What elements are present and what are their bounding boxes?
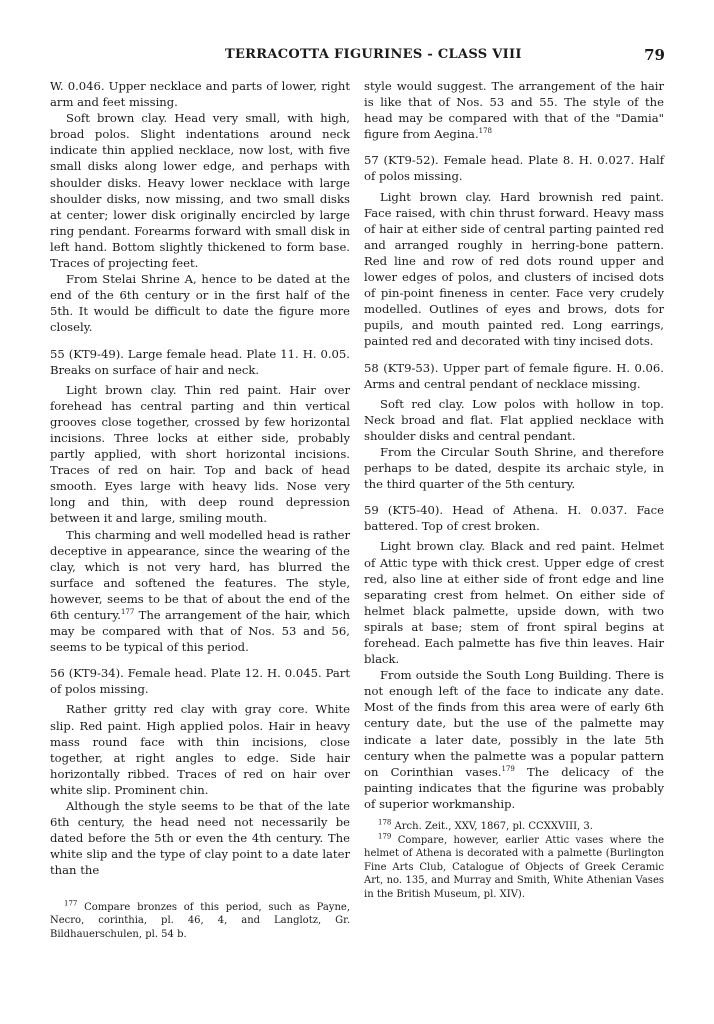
paragraph: Light brown clay. Thin red paint. Hair over forehead has central parting and thin vertical grooves close together, crossed by few horizontal incisions. Three locks at either side, probably partly applied, with short horizontal incisions. Traces of red on hair. Top and back of head smooth. Eyes large with heavy lids. Nose very long and thin, with deep round depression between it and large, smiling mouth.	[50, 382, 350, 526]
paragraph: Light brown clay. Black and red paint. Helmet of Attic type with thick crest. Upper edge of crest red, also line at either side of front edge and line separating crest from helmet. On either side of helmet black palmette, upside down, with two spirals at base; stem of front spiral begins at forehead. Each palmette has five thin leaves. Hair black.	[364, 539, 664, 667]
catalog-entry-56-heading: 56 (KT9-34). Female head. Plate 12. H. 0.045. Part of polos missing.	[50, 666, 350, 697]
catalog-entry-55-heading: 55 (KT9-49). Large female head. Plate 11. H. 0.05. Breaks on surface of hair and neck.	[50, 346, 350, 377]
footnote	[364, 820, 664, 834]
paragraph: W. 0.046. Upper necklace and parts of lower, right arm and feet missing.	[50, 79, 350, 110]
paragraph-text: From outside the South Long Building. There is not enough left of the face to indicate any date. Most of the finds from this area were of early 6th century date, but the use of the palmette may indicate a later date, possibly in the late 5th century when the palmette was a popular pattern on Corinthian vases.	[364, 668, 664, 779]
running-head: TERRACOTTA FIGURINES - CLASS VIII	[225, 47, 522, 62]
left-column	[50, 78, 350, 941]
footnote-ref: 177	[120, 608, 135, 617]
page-number: 79	[644, 46, 665, 64]
footnote-text: Compare bronzes of this period, such as Payne, Necro, corinthia, pl. 46, 4, and Langlotz, Gr. Bildhauerschulen, pl. 54 b.	[50, 901, 350, 940]
paragraph: Light brown clay. Hard brownish red paint. Face raised, with chin thrust forward. Heavy mass of hair at either side of central parting painted red and arranged roughly in herring-bone pattern. Red line and row of red dots round upper and lower edges of polos, and clusters of incised dots of pin-point fineness in center. Face very crudely modelled. Outlines of eyes and brows, dots for pupils, and mouth painted red. Long earrings, painted red and decorated with tiny incised dots.	[364, 189, 664, 349]
paragraph-text: style would suggest. The arrangement of the hair is like that of Nos. 53 and 55. The style of the head may be compared with that of the "Damia" figure from Aegina.	[364, 79, 664, 142]
paragraph: From Stelai Shrine A, hence to be dated at the end of the 6th century or in the first half of the 5th. It would be difficult to date the figure more closely.	[50, 272, 350, 335]
footnote	[364, 834, 664, 902]
footnotes	[50, 901, 350, 942]
footnote-text: Arch. Zeit., XXV, 1867, pl. CCXXVIII, 3.	[391, 821, 593, 833]
paragraph	[50, 527, 350, 656]
footnote-ref: 179	[501, 764, 515, 773]
footnotes	[364, 820, 664, 902]
footnote-text: Compare, however, earlier Attic vases where the helmet of Athena is decorated with a palmette (Burlington Fine Arts Club, Catalogue of Objects of Greek Ceramic Art, no. 135, and Murray and Smith, White Athenian Vases in the British Museum, pl. XIV).	[364, 834, 664, 900]
paragraph: Although the style seems to be that of the late 6th century, the head need not necessarily be dated before the 5th or even the 4th century. The white slip and the type of clay point to a date later than the	[50, 799, 350, 878]
paragraph-text: The arrangement of the hair, which may be compared with that of Nos. 53 and 56, seems to be typical of this period.	[50, 608, 351, 655]
paragraph: Soft red clay. Low polos with hollow in top. Neck broad and flat. Flat applied necklace with shoulder disks and central pendant.	[364, 396, 664, 443]
catalog-entry-59-heading: 59 (KT5-40). Head of Athena. H. 0.037. Face battered. Top of crest broken.	[364, 503, 664, 534]
footnote-number: 179	[378, 832, 392, 841]
paragraph	[364, 78, 664, 142]
paragraph: From the Circular South Shrine, and therefore perhaps to be dated, despite its archaic style, in the third quarter of the 5th century.	[364, 444, 664, 492]
footnote	[50, 901, 350, 942]
page-header	[50, 47, 665, 69]
footnote-number: 177	[64, 899, 78, 908]
catalog-entry-57-heading: 57 (KT9-52). Female head. Plate 8. H. 0.027. Half of polos missing.	[364, 153, 664, 184]
footnote-ref: 178	[478, 127, 493, 136]
paragraph: Soft brown clay. Head very small, with high, broad polos. Slight indentations around neck indicate thin applied necklace, now lost, with five small disks along lower edge, and perhaps with shoulder disks. Heavy lower necklace with large shoulder disks, now missing, and two small disks at center; lower disk originally encircled by large ring pendant. Forearms forward with small disk in left hand. Bottom slightly thickened to form base. Traces of projecting feet.	[50, 111, 350, 271]
paragraph-text: This charming and well modelled head is rather deceptive in appearance, since the wearing of the clay, which is not very hard, has blurred the surface and softened the features. The style, however, seems to be that of about the end of the 6th century.	[50, 527, 350, 622]
catalog-entry-58-heading: 58 (KT9-53). Upper part of female figure. H. 0.06. Arms and central pendant of necklace missing.	[364, 360, 664, 391]
footnote-number: 178	[378, 818, 392, 827]
paragraph: Rather gritty red clay with gray core. White slip. Red paint. High applied polos. Hair in heavy mass round face with thin incisions, close together, at right angles to edge. Side hair horizontally ribbed. Traces of red on hair over white slip. Prominent chin.	[50, 702, 350, 797]
right-column	[364, 78, 664, 902]
paragraph	[364, 667, 664, 812]
paragraph-text: The delicacy of the painting indicates that the figurine was probably of superior workmanship.	[364, 764, 664, 811]
